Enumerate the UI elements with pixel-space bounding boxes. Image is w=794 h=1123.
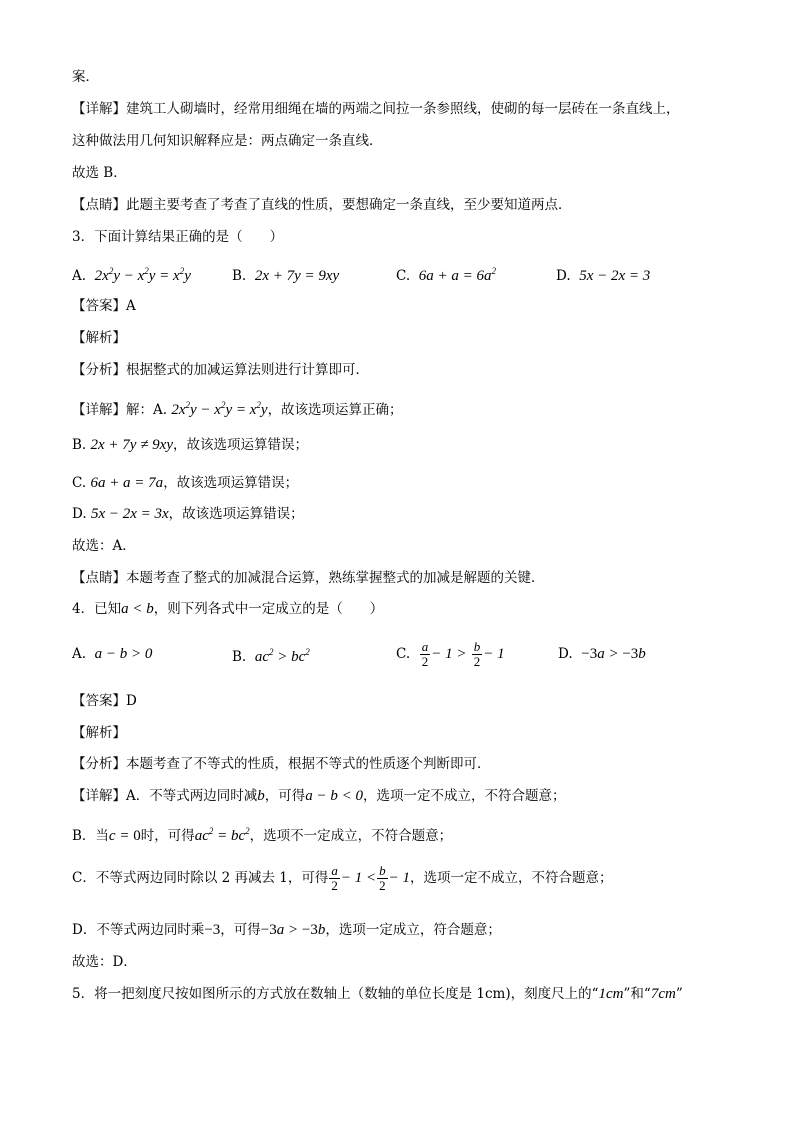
question-3-stem: 3．下面计算结果正确的是（ ） [72, 229, 284, 245]
option-d: D. 5x − 2x = 3 [556, 268, 651, 284]
choose: 故选：D． [72, 954, 137, 970]
analysis: 【分析】本题考查了不等式的性质，根据不等式的性质逐个判断即可． [72, 756, 491, 772]
choose: 故选：A． [72, 538, 136, 554]
detail-d: D. 5x − 2x = 3x，故该选项运算错误； [72, 506, 304, 522]
detail-a: 【详解】解：A. $2x^2y - x^2y = x^2y$，故该选项运算正确； [72, 400, 403, 418]
detail-a: 【详解】A．不等式两边同时减b，可得a − b < 0，选项一定不成立，不符合题意； [72, 788, 566, 804]
text-line: 【详解】建筑工人砌墙时，经常用细绳在墙的两端之间拉一条参照线，使砌的每一层砖在一条直线上， [72, 101, 680, 117]
question-4-options [72, 636, 646, 672]
key-point: 【点睛】本题考查了整式的加减混合运算，熟练掌握整式的加减是解题的关键． [72, 570, 545, 586]
question-4-stem: 4．已知a < b，则下列各式中一定成立的是（ ） [72, 601, 384, 617]
answer: 【答案】A [72, 298, 136, 314]
question-3-options [72, 262, 650, 285]
text-line: 故选 B． [72, 165, 127, 181]
text-line: 【点睛】此题主要考查了考查了直线的性质，要想确定一条直线，至少要知道两点． [72, 197, 572, 213]
option-c: C. $\frac{a}{2}$ − 1 > $\frac{b}{2}$ − 1 [396, 638, 505, 669]
answer: 【答案】D [72, 693, 137, 709]
question-5-stem: 5．将一把刻度尺按如图所示的方式放在数轴上（数轴的单位长度是 1cm)，刻度尺上的“1cm”和“7cm” [72, 986, 683, 1002]
text-line: 这种做法用几何知识解释应是：两点确定一条直线． [72, 133, 383, 149]
detail-c: C. 6a + a = 7a，故该选项运算错误； [72, 475, 299, 491]
analysis: 【分析】根据整式的加减运算法则进行计算即可． [72, 362, 369, 378]
analysis-heading: 【解析】 [72, 725, 126, 741]
option-c: C. $6a + a = 6a^2$ [396, 266, 496, 284]
option-a: A. a − b > 0 [72, 646, 153, 662]
detail-b: B．当c = 0时，可得$ac^2 = bc^2$，选项不一定成立，不符合题意； [72, 826, 453, 844]
text-line: 案． [72, 69, 99, 85]
option-b: B. 2x + 7y = 9xy [232, 268, 340, 284]
option-a: A. $2x^2y - x^2y = x^2y$ [72, 266, 191, 284]
option-d: D. −3a > −3b [558, 646, 646, 662]
detail-c: C．不等式两边同时除以 2 再减去 1，可得 $\frac{a}{2}$ − 1 < $\frac{b}{2}$ − 1 ，选项一定不成立，不符合题意； [72, 862, 613, 893]
detail-d: D．不等式两边同时乘−3，可得−3a > −3b，选项一定成立，符合题意； [72, 922, 501, 938]
analysis-heading: 【解析】 [72, 330, 126, 346]
detail-b: B. 2x + 7y ≠ 9xy，故该选项运算错误； [72, 437, 309, 453]
option-b: B. $ac^2 > bc^2$ [232, 646, 310, 665]
